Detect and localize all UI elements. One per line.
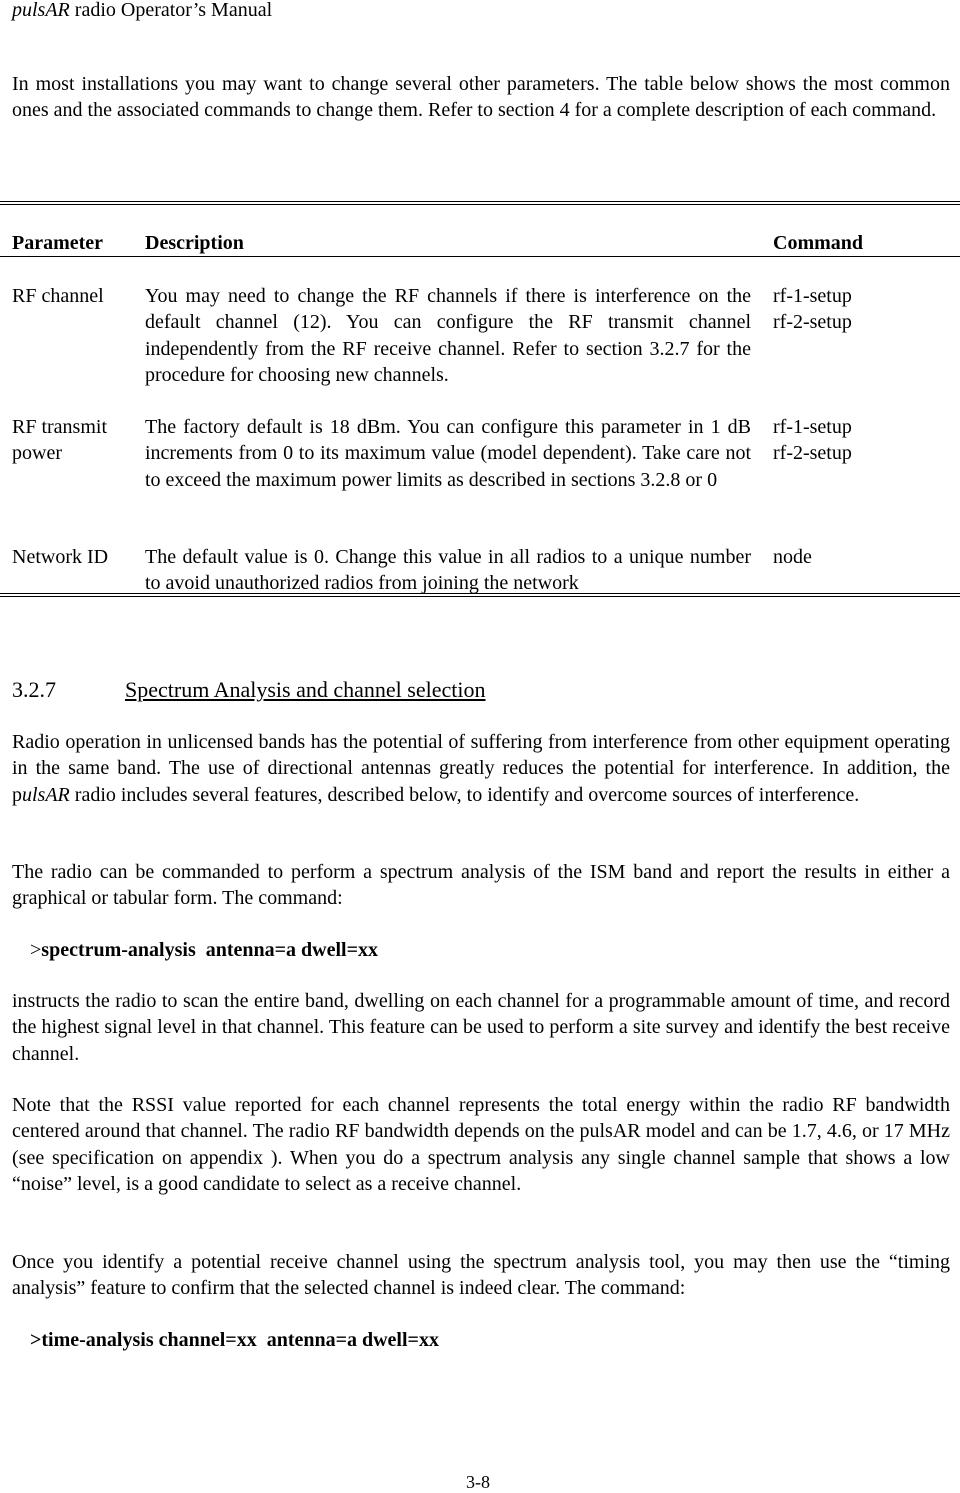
table-row-2-command-1: rf-1-setup xyxy=(773,416,852,438)
section-number: 3.2.7 xyxy=(12,677,56,702)
table-row-2-description: The factory default is 18 dBm. You can configure this parameter in 1 dB increments from 0 to its maximum value (model dependent). Take care not to exceed the maximum power limits as described in sections 3.2.8 or 0 xyxy=(145,416,751,491)
table-row-1-command-1: rf-1-setup xyxy=(773,285,852,307)
header-brand: pulsAR xyxy=(12,0,70,21)
table-row-2-command-2: rf-2-setup xyxy=(773,442,852,464)
intro-paragraph: In most installations you may want to change several other parameters. The table below shows the most common ones and the associated commands to change them. Refer to section 4 for a complete description of each command. xyxy=(12,73,950,122)
paragraph-scan-description: instructs the radio to scan the entire band, dwelling on each channel for a programmable amount of time, and record the highest signal level in that channel. This feature can be used to perform a site survey and identify the best receive channel. xyxy=(12,990,950,1065)
table-top-rule xyxy=(0,201,960,205)
paragraph-interference-text-b: radio includes several features, described below, to identify and overcome sources of interference. xyxy=(69,783,860,806)
paragraph-interference-brand: ulsAR xyxy=(22,783,70,806)
table-header-rule xyxy=(0,256,960,257)
paragraph-interference-text-a: Radio operation in unlicensed bands has the potential of suffering from interference from other equipment operating in the same band. The use of directional antennas greatly reduces the potential for interference. In addition, the p xyxy=(12,731,950,806)
table-row-1-description: You may need to change the RF channels if there is interference on the default channel (12). You can configure the RF transmit channel independently from the RF receive channel. Refer to section 3.2.7 for the procedure for choosing new channels. xyxy=(145,285,751,386)
table-row-3-description: The default value is 0. Change this value in all radios to a unique number to avoid unauthorized radios from joining the network xyxy=(145,546,751,595)
table-row-1-parameter: RF channel xyxy=(12,285,104,307)
section-heading xyxy=(12,676,485,704)
command-prompt: > xyxy=(30,939,42,961)
table-row-3-command-1: node xyxy=(773,546,812,568)
command-spectrum-analysis-text: spectrum-analysis antenna=a dwell=xx xyxy=(41,939,378,961)
paragraph-interference xyxy=(12,729,950,808)
paragraph-rssi-note: Note that the RSSI value reported for each channel represents the total energy within the radio RF bandwidth centered around that channel. The radio RF bandwidth depends on the pulsAR model and can be 1.7, 4.6, or 17 MHz (see specification on appendix ). When you do a spectrum analysis any single channel sample that shows a low “noise” level, is a good candidate to select as a receive channel. xyxy=(12,1094,950,1195)
command-spectrum-analysis xyxy=(30,937,378,963)
running-header xyxy=(12,0,272,22)
section-title: Spectrum Analysis and channel selection xyxy=(125,677,486,702)
table-header-command: Command xyxy=(773,232,864,254)
command-time-analysis: >time-analysis channel=xx antenna=a dwell=xx xyxy=(30,1329,439,1351)
table-row-2-parameter: RF transmit power xyxy=(12,416,108,465)
header-title: radio Operator’s Manual xyxy=(69,0,273,21)
table-row-3-parameter: Network ID xyxy=(12,546,109,568)
table-bottom-rule xyxy=(0,593,960,597)
table-header-description: Description xyxy=(145,232,244,254)
paragraph-spectrum-intro: The radio can be commanded to perform a spectrum analysis of the ISM band and report the results in either a graphical or tabular form. The command: xyxy=(12,861,950,910)
table-row-1-command-2: rf-2-setup xyxy=(773,311,852,333)
page-number: 3-8 xyxy=(466,1472,490,1492)
table-header-parameter: Parameter xyxy=(12,232,104,254)
paragraph-timing-analysis: Once you identify a potential receive channel using the spectrum analysis tool, you may then use the “timing analysis” feature to confirm that the selected channel is indeed clear. The command: xyxy=(12,1251,950,1300)
